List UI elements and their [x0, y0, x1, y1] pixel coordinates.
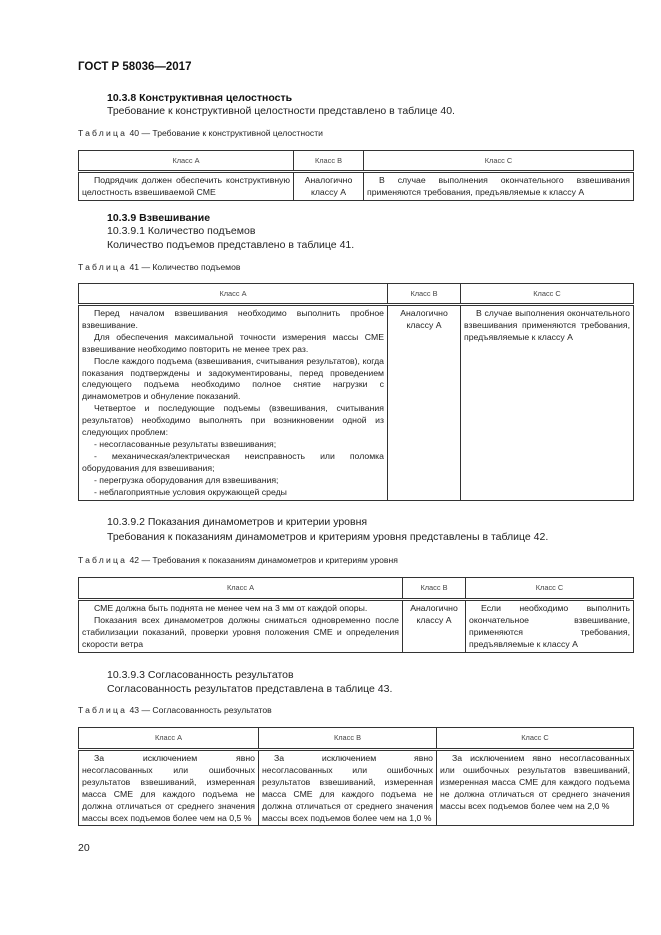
cell-paragraph: СМЕ должна быть поднята не менее чем на 3 мм от каждой опоры.: [94, 603, 368, 613]
table-row: [79, 172, 634, 201]
caption-title: 41 — Количество подъемов: [127, 262, 241, 272]
cell-paragraph: Если необходимо выполнить окончательное взвешивание, применяются требования, предъявляемые к классу А: [469, 603, 630, 649]
subsection-heading: 10.3.9.3 Согласованность результатов: [107, 669, 294, 681]
column-header: Класс В: [294, 151, 364, 172]
cell-paragraph: За исключением явно несогласованных или ошибочных результатов взвешиваний, измеренная масса СМЕ для каждого подъема не должна отличаться от среднего значения массы всех подъемов более чем на 2,0 %: [440, 753, 630, 811]
section-heading-10-3-9: 10.3.9 Взвешивание: [107, 212, 211, 224]
table-41-caption: [78, 262, 240, 272]
table-header-row: [79, 284, 634, 305]
table-43-caption: [78, 705, 272, 715]
cell-paragraph: За исключением явно несогласованных или ошибочных результатов взвешиваний, измеренная масса СМЕ для каждого подъема не должна отличаться от среднего значения массы всех подъемов более чем на 1,0 %: [262, 753, 433, 823]
page-number: 20: [78, 842, 90, 854]
document-id: ГОСТ Р 58036—2017: [78, 61, 192, 73]
column-header: Класс А: [79, 578, 403, 600]
table-cell: [79, 600, 403, 653]
table-cell: [466, 600, 634, 653]
cell-paragraph: Перед началом взвешивания необходимо выполнить пробное взвешивание.: [82, 308, 384, 330]
caption-word: Таблица: [78, 128, 128, 138]
table-cell: [259, 750, 437, 826]
cell-paragraph: Показания всех динамометров должны сниматься одновременно после стабилизации показаний, проверки уровня положения СМЕ и определения скорости ветра: [82, 614, 399, 649]
table-40: [78, 150, 634, 201]
column-header: Класс С: [466, 578, 634, 600]
table-cell: [79, 172, 294, 201]
cell-paragraph: После каждого подъема (взвешивания, считывания результатов), когда показания подтверждены и задокументированы, перед проведением следующего подъема необходимо полное снятие нагрузки с динамометров и обнуление показаний.: [82, 355, 384, 402]
caption-word: Таблица: [78, 555, 128, 565]
caption-title: 43 — Согласованность результатов: [127, 705, 272, 715]
cell-paragraph: - перегрузка оборудования для взвешивания;: [94, 474, 279, 485]
table-header-row: [79, 578, 634, 600]
cell-paragraph: В случае выполнения окончательного взвешивания применяются требования, предъявляемые к классу А: [367, 175, 630, 197]
column-header: Класс С: [437, 728, 634, 750]
column-header: Класс В: [388, 284, 461, 305]
cell-paragraph: - несогласованные результаты взвешивания;: [94, 438, 277, 449]
cell-paragraph: Четвертое и последующие подъемы (взвешивания, считывания результатов) необходимо выполнять при возникновении одной из следующих проблем:: [82, 403, 384, 438]
caption-word: Таблица: [78, 705, 128, 715]
caption-title: 42 — Требования к показаниям динамометров и критериям уровня: [127, 555, 398, 565]
table-cell: [461, 305, 634, 501]
table-cell: [294, 172, 364, 201]
table-header-row: [79, 728, 634, 750]
section-text: Требование к конструктивной целостности представлено в таблице 40.: [107, 105, 455, 117]
cell-paragraph: Аналогично классу А: [410, 603, 458, 625]
table-43: [78, 727, 634, 826]
cell-paragraph: В случае выполнения окончательного взвешивания применяются требования, предъявляемые к классу А: [464, 308, 630, 342]
column-header: Класс А: [79, 284, 388, 305]
caption-title: 40 — Требование к конструктивной целостности: [127, 128, 323, 138]
table-cell: [437, 750, 634, 826]
column-header: Класс В: [259, 728, 437, 750]
cell-paragraph: - механическая/электрическая неисправность или поломка оборудования для взвешивания;: [82, 450, 384, 473]
table-header-row: [79, 151, 634, 172]
column-header: Класс В: [403, 578, 466, 600]
table-cell: [79, 750, 259, 826]
cell-paragraph: - неблагоприятные условия окружающей среды: [94, 486, 287, 497]
caption-word: Таблица: [78, 262, 128, 272]
cell-paragraph: Аналогично классу А: [304, 175, 353, 197]
cell-paragraph: Аналогично классу А: [400, 308, 448, 330]
section-text: Требования к показаниям динамометров и критериям уровня представлены в таблице 42.: [107, 531, 549, 543]
table-40-caption: [78, 128, 323, 138]
section-heading-10-3-8: 10.3.8 Конструктивная целостность: [107, 92, 293, 104]
section-text: Согласованность результатов представлена в таблице 43.: [107, 683, 393, 695]
table-row: [79, 305, 634, 501]
table-row: [79, 750, 634, 826]
table-42-caption: [78, 555, 398, 565]
table-row: [79, 600, 634, 653]
column-header: Класс А: [79, 728, 259, 750]
table-cell: [388, 305, 461, 501]
subsection-heading: 10.3.9.2 Показания динамометров и критерии уровня: [107, 516, 368, 528]
cell-paragraph: Подрядчик должен обеспечить конструктивную целостность взвешиваемой СМЕ: [82, 175, 290, 197]
cell-paragraph: Для обеспечения максимальной точности измерения массы СМЕ взвешивание необходимо повторить не менее трех раз.: [82, 331, 384, 354]
subsection-heading: 10.3.9.1 Количество подъемов: [107, 225, 256, 237]
column-header: Класс С: [461, 284, 634, 305]
table-cell: [364, 172, 634, 201]
column-header: Класс С: [364, 151, 634, 172]
table-41: [78, 283, 634, 501]
cell-paragraph: За исключением явно несогласованных или ошибочных результатов взвешиваний, измеренная масса СМЕ для каждого подъема не должна отличаться от среднего значения массы всех подъемов более чем на 0,5 %: [82, 753, 255, 823]
table-cell: [403, 600, 466, 653]
table-42: [78, 577, 634, 653]
section-text: Количество подъемов представлено в таблице 41.: [107, 239, 355, 251]
column-header: Класс А: [79, 151, 294, 172]
table-cell: [79, 305, 388, 501]
